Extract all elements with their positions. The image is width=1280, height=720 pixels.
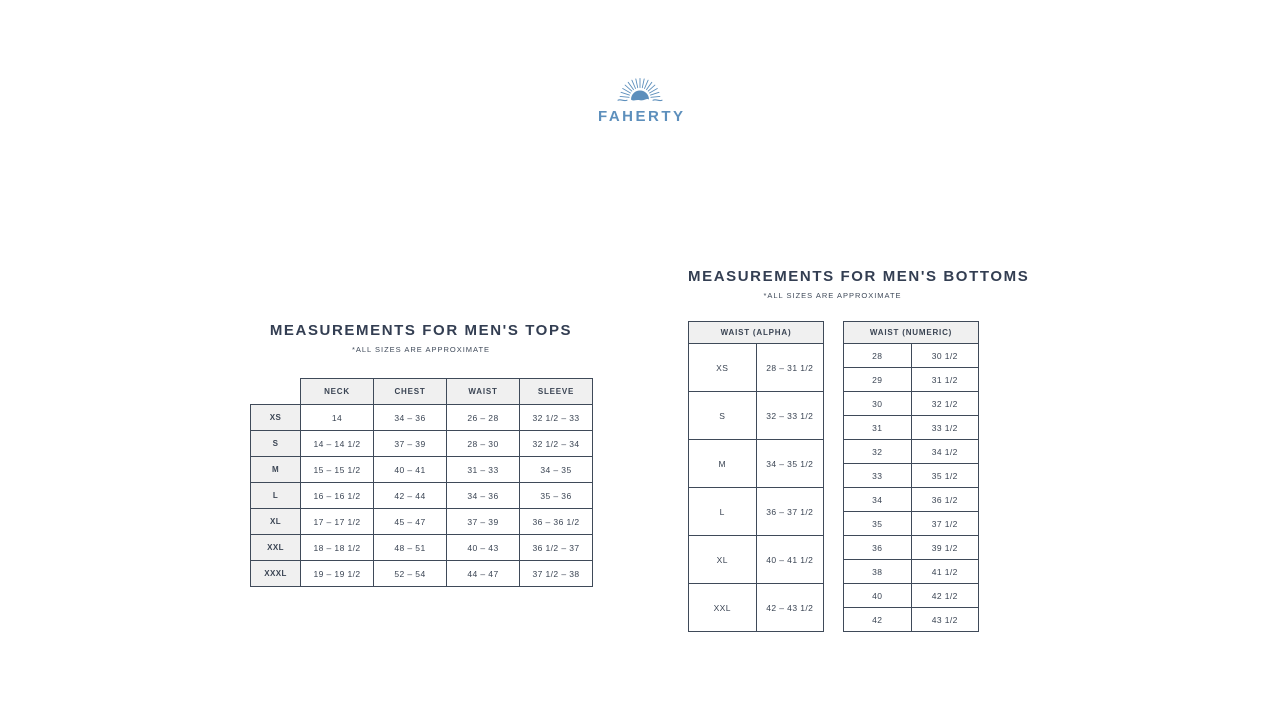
table-cell: 32 1/2 xyxy=(911,392,979,416)
table-cell: S xyxy=(689,392,757,440)
table-cell: M xyxy=(251,457,301,483)
table-cell: 48 – 51 xyxy=(374,535,447,561)
table-cell: L xyxy=(689,488,757,536)
table-cell: 40 xyxy=(844,584,912,608)
bottoms-section xyxy=(688,268,1030,632)
table-cell: 43 1/2 xyxy=(911,608,979,632)
column-header-neck: NECK xyxy=(301,379,374,405)
column-header-chest: CHEST xyxy=(374,379,447,405)
table-row xyxy=(251,561,593,587)
table-row xyxy=(844,416,979,440)
column-header-sleeve: SLEEVE xyxy=(520,379,593,405)
table-row xyxy=(689,584,824,632)
table-cell: 36 1/2 xyxy=(911,488,979,512)
table-row xyxy=(844,536,979,560)
table-row xyxy=(251,405,593,431)
table-cell: 33 1/2 xyxy=(911,416,979,440)
table-row xyxy=(251,483,593,509)
table-cell: 34 xyxy=(844,488,912,512)
table-cell: 28 – 31 1/2 xyxy=(756,344,824,392)
table-cell: 45 – 47 xyxy=(374,509,447,535)
table-cell: 14 – 14 1/2 xyxy=(301,431,374,457)
table-cell: 16 – 16 1/2 xyxy=(301,483,374,509)
table-cell: 38 xyxy=(844,560,912,584)
table-cell: 35 xyxy=(844,512,912,536)
table-cell: 29 xyxy=(844,368,912,392)
table-cell: 35 – 36 xyxy=(520,483,593,509)
table-cell: 35 1/2 xyxy=(911,464,979,488)
table-cell: 36 – 37 1/2 xyxy=(756,488,824,536)
table-row xyxy=(251,509,593,535)
table-cell: 36 1/2 – 37 xyxy=(520,535,593,561)
table-cell: 31 – 33 xyxy=(447,457,520,483)
table-cell: 34 – 35 xyxy=(520,457,593,483)
table-cell: 36 – 36 1/2 xyxy=(520,509,593,535)
numeric-table-header: WAIST (NUMERIC) xyxy=(844,322,979,344)
logo-wordmark: FAHERTY xyxy=(598,108,686,125)
tops-header-row xyxy=(251,379,593,405)
sunrise-icon xyxy=(600,73,680,107)
table-cell: XXL xyxy=(251,535,301,561)
table-cell: 37 1/2 xyxy=(911,512,979,536)
table-row xyxy=(689,440,824,488)
table-cell: 32 xyxy=(844,440,912,464)
table-cell: XL xyxy=(251,509,301,535)
table-cell: 14 xyxy=(301,405,374,431)
table-row xyxy=(844,488,979,512)
table-cell: XS xyxy=(689,344,757,392)
table-row xyxy=(689,392,824,440)
table-cell: 18 – 18 1/2 xyxy=(301,535,374,561)
table-row xyxy=(844,368,979,392)
bottoms-title: MEASUREMENTS FOR MEN'S BOTTOMS xyxy=(688,268,1030,285)
table-cell: 33 xyxy=(844,464,912,488)
table-cell: XS xyxy=(251,405,301,431)
table-cell: 39 1/2 xyxy=(911,536,979,560)
tops-size-table xyxy=(250,378,593,587)
table-cell: 28 xyxy=(844,344,912,368)
table-cell: 41 1/2 xyxy=(911,560,979,584)
table-cell: 36 xyxy=(844,536,912,560)
table-row xyxy=(251,431,593,457)
table-row xyxy=(251,535,593,561)
table-cell: 28 – 30 xyxy=(447,431,520,457)
table-cell: 34 – 36 xyxy=(447,483,520,509)
table-cell: 42 1/2 xyxy=(911,584,979,608)
table-cell: 42 – 43 1/2 xyxy=(756,584,824,632)
table-cell: 40 – 43 xyxy=(447,535,520,561)
table-cell: 40 – 41 1/2 xyxy=(756,536,824,584)
table-cell: M xyxy=(689,440,757,488)
numeric-header-row xyxy=(844,322,979,344)
table-row xyxy=(844,464,979,488)
table-cell: 34 – 36 xyxy=(374,405,447,431)
table-row xyxy=(844,560,979,584)
table-cell: 37 – 39 xyxy=(447,509,520,535)
table-cell: 30 xyxy=(844,392,912,416)
corner-cell xyxy=(251,379,301,405)
table-cell: 52 – 54 xyxy=(374,561,447,587)
bottoms-tables xyxy=(688,321,977,632)
alpha-table-header: WAIST (ALPHA) xyxy=(689,322,824,344)
table-row xyxy=(844,344,979,368)
table-cell: 40 – 41 xyxy=(374,457,447,483)
table-row xyxy=(689,488,824,536)
tops-section xyxy=(250,322,592,587)
table-row xyxy=(251,457,593,483)
table-cell: L xyxy=(251,483,301,509)
table-cell: 31 xyxy=(844,416,912,440)
table-row xyxy=(844,512,979,536)
table-cell: 42 – 44 xyxy=(374,483,447,509)
table-cell: 37 1/2 – 38 xyxy=(520,561,593,587)
table-cell: 26 – 28 xyxy=(447,405,520,431)
table-row xyxy=(689,344,824,392)
table-cell: 31 1/2 xyxy=(911,368,979,392)
table-row xyxy=(844,584,979,608)
alpha-header-row xyxy=(689,322,824,344)
table-cell: XXXL xyxy=(251,561,301,587)
table-cell: 15 – 15 1/2 xyxy=(301,457,374,483)
tops-subtitle: *ALL SIZES ARE APPROXIMATE xyxy=(351,345,491,354)
table-cell: 19 – 19 1/2 xyxy=(301,561,374,587)
table-cell: 42 xyxy=(844,608,912,632)
table-row xyxy=(844,608,979,632)
table-cell: S xyxy=(251,431,301,457)
bottoms-subtitle: *ALL SIZES ARE APPROXIMATE xyxy=(763,291,902,300)
table-cell: 32 1/2 – 34 xyxy=(520,431,593,457)
table-cell: 32 – 33 1/2 xyxy=(756,392,824,440)
table-cell: 30 1/2 xyxy=(911,344,979,368)
table-cell: 37 – 39 xyxy=(374,431,447,457)
table-row xyxy=(844,392,979,416)
waist-alpha-table xyxy=(688,321,824,632)
table-cell: 32 1/2 – 33 xyxy=(520,405,593,431)
waist-numeric-table xyxy=(843,321,979,632)
table-row xyxy=(844,440,979,464)
tops-title: MEASUREMENTS FOR MEN'S TOPS xyxy=(269,322,573,339)
table-cell: XXL xyxy=(689,584,757,632)
column-header-waist: WAIST xyxy=(447,379,520,405)
table-cell: 44 – 47 xyxy=(447,561,520,587)
table-cell: 17 – 17 1/2 xyxy=(301,509,374,535)
table-cell: 34 1/2 xyxy=(911,440,979,464)
table-cell: XL xyxy=(689,536,757,584)
table-row xyxy=(689,536,824,584)
table-cell: 34 – 35 1/2 xyxy=(756,440,824,488)
faherty-logo xyxy=(598,73,686,125)
